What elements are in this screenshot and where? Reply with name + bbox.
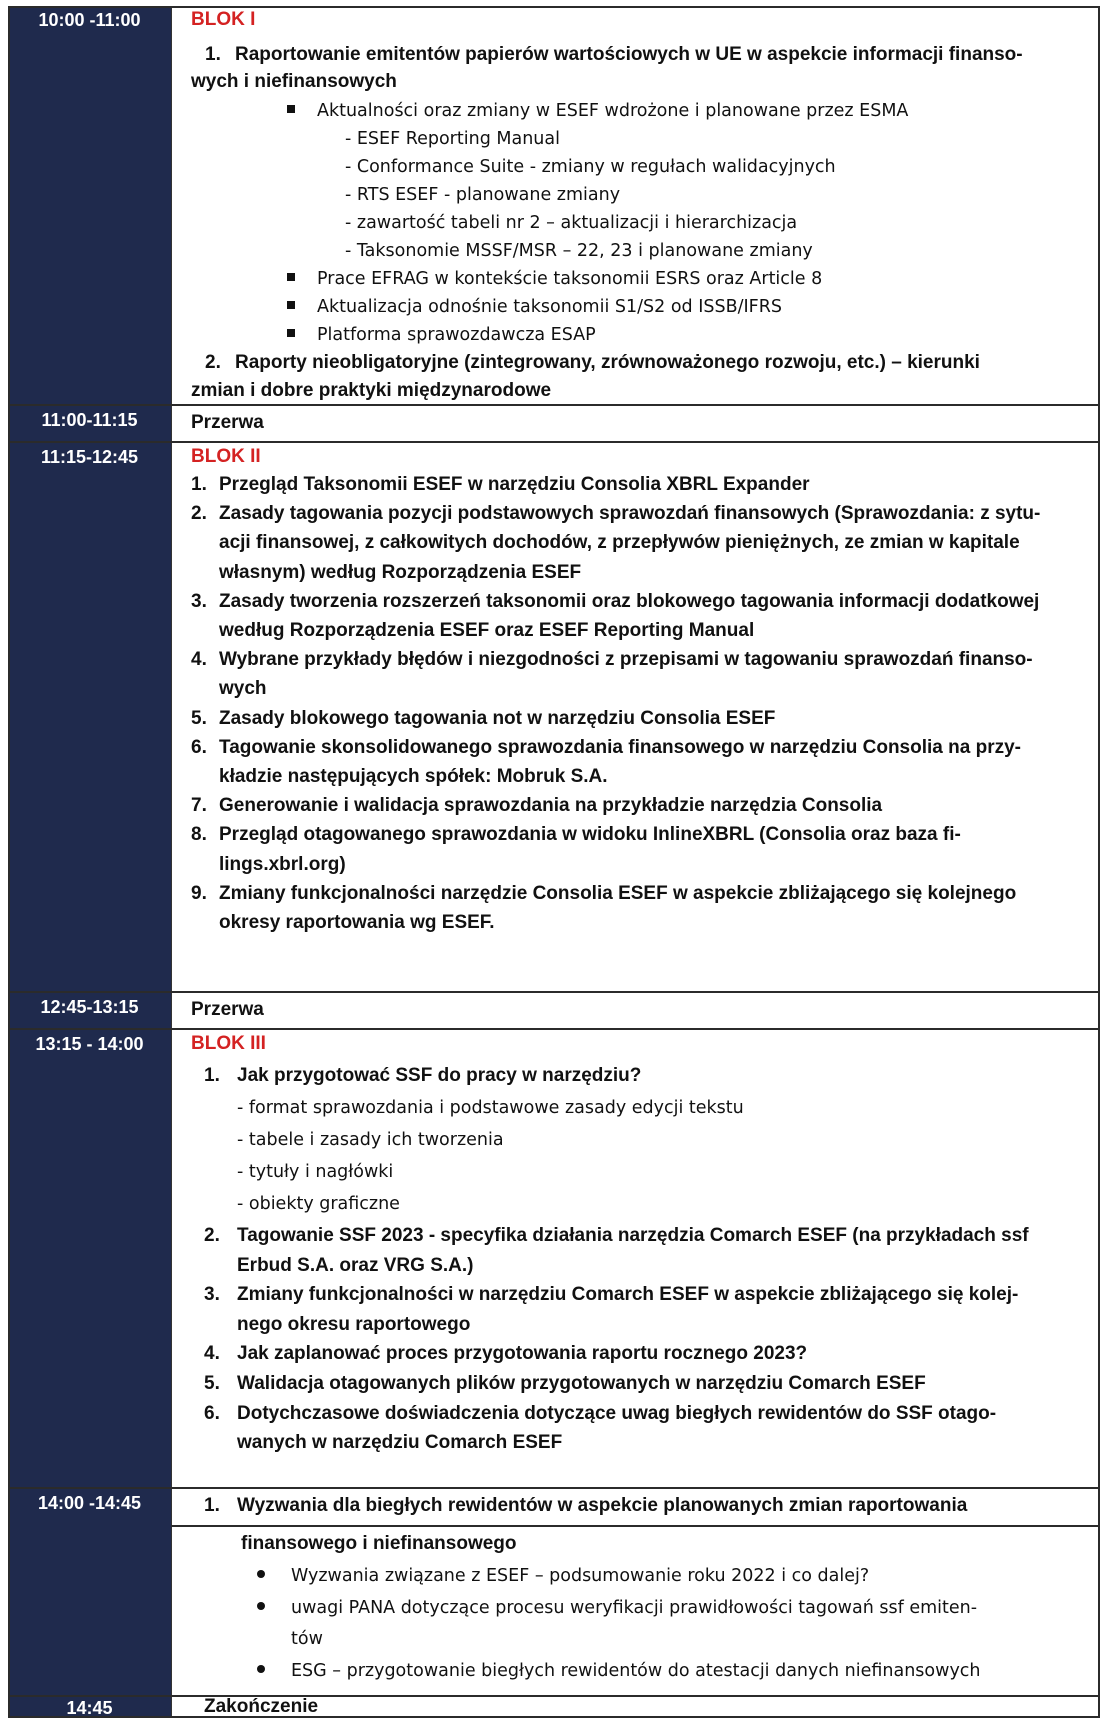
item-text <box>191 529 1020 557</box>
time-cell: 10:00 -11:00 <box>8 6 171 404</box>
sub-item: - RTS ESEF - planowane zmiany <box>345 185 621 205</box>
block-title: BLOK I <box>191 9 256 30</box>
time-cell: 11:00-11:15 <box>8 406 171 441</box>
round-bullet-icon <box>257 1602 265 1610</box>
sub-item: - tabele i zasady ich tworzenia <box>237 1130 504 1150</box>
item-number: 2. <box>204 1225 220 1246</box>
agenda-item <box>204 1222 1029 1250</box>
item-number: 3. <box>191 590 207 612</box>
item-text <box>204 1252 473 1280</box>
square-bullet-icon <box>287 329 295 337</box>
item-text: zmian i dobre praktyki międzynarodowe <box>191 380 552 401</box>
item-text: Tagowanie skonsolidowanego sprawozdania finansowego w narzędziu Consolia na przy- <box>219 736 1021 758</box>
item-text: Raportowanie emitentów papierów wartościowych w UE w aspekcie informacji finanso- <box>235 44 1023 65</box>
block-title: BLOK II <box>191 446 261 467</box>
agenda-item <box>204 1340 807 1368</box>
sub-item: - tytuły i nagłówki <box>237 1162 394 1182</box>
item-text: Jak przygotować SSF do pracy w narzędziu? <box>237 1065 642 1086</box>
sub-item: - ESEF Reporting Manual <box>345 129 560 149</box>
item-text: Walidacja otagowanych plików przygotowanych w narzędziu Comarch ESEF <box>237 1373 926 1394</box>
agenda-item <box>191 821 961 849</box>
item-number: 4. <box>204 1343 220 1365</box>
agenda-item <box>191 880 1016 908</box>
item-text: Zmiany funkcjonalności w narzędziu Comarch ESEF w aspekcie zbliżającego się kolej- <box>237 1284 1019 1306</box>
break-cell <box>171 406 1100 441</box>
agenda-item <box>191 792 882 820</box>
agenda-item <box>204 1062 641 1090</box>
bullet-item <box>257 1594 977 1622</box>
item-number: 5. <box>204 1373 220 1394</box>
item-text: wych i niefinansowych <box>191 71 397 92</box>
break-label: Przerwa <box>191 412 264 433</box>
item-text: wych <box>219 678 267 700</box>
item-number: 1. <box>204 1065 220 1086</box>
time-cell: 14:45 <box>8 1697 171 1718</box>
item-text <box>204 1311 470 1339</box>
bullet-text: ESG – przygotowanie biegłych rewidentów do atestacji danych niefinansowych <box>291 1661 981 1681</box>
agenda-item <box>204 1370 926 1398</box>
item-text: Tagowanie SSF 2023 - specyfika działania narzędzia Comarch ESEF (na przykładach ssf <box>237 1225 1029 1246</box>
item-text: według Rozporządzenia ESEF oraz ESEF Reporting Manual <box>219 620 755 641</box>
item-text: Przegląd otagowanego sprawozdania w widoku InlineXBRL (Consolia oraz baza fi- <box>219 824 961 846</box>
sub-item: - Conformance Suite - zmiany w regułach walidacyjnych <box>345 157 836 177</box>
square-bullet-icon <box>287 273 295 281</box>
bullet-item <box>287 97 908 125</box>
item-text: własnym) według Rozporządzenia ESEF <box>219 561 582 583</box>
item-number: 5. <box>191 707 207 729</box>
item-text <box>191 617 754 645</box>
item-text: Zasady tagowania pozycji podstawowych sprawozdań finansowych (Sprawozdania: z sytu- <box>219 503 1041 525</box>
item-number: 9. <box>191 882 207 904</box>
item-text <box>204 1429 562 1457</box>
bullet-item <box>287 265 822 293</box>
round-bullet-icon <box>257 1570 265 1578</box>
bullet-text: Aktualizacja odnośnie taksonomii S1/S2 od ISSB/IFRS <box>317 297 782 317</box>
bullet-item <box>287 321 596 349</box>
end-label: Zakończenie <box>204 1696 319 1717</box>
bullet-item <box>287 293 782 321</box>
item-text <box>191 675 267 703</box>
item-text: kładzie następujących spółek: Mobruk S.A. <box>219 766 608 787</box>
agenda-item <box>191 588 1039 616</box>
agenda-item <box>204 1281 1018 1309</box>
item-text: Przegląd Taksonomii ESEF w narzędziu Consolia XBRL Expander <box>219 474 810 495</box>
item-number: 3. <box>204 1284 220 1306</box>
item-text: Generowanie i walidacja sprawozdania na przykładzie narzędzia Consolia <box>219 795 883 817</box>
item-text: wanych w narzędziu Comarch ESEF <box>237 1432 563 1454</box>
block-4-cell-top <box>171 1489 1100 1525</box>
item-text: Dotychczasowe doświadczenia dotyczące uwag biegłych rewidentów do SSF otago- <box>237 1402 997 1424</box>
item-number: 1. <box>191 474 207 495</box>
break-label: Przerwa <box>191 999 264 1020</box>
agenda-item <box>191 705 775 733</box>
item-number: 4. <box>191 649 207 671</box>
item-text: acji finansowej, z całkowitych dochodów, z przepływów pieniężnych, ze zmian w kapitale <box>219 532 1020 554</box>
agenda-item <box>191 500 1040 528</box>
item-text: Zmiany funkcjonalności narzędzie Consolia ESEF w aspekcie zbliżającego się kolejnego <box>219 882 1017 904</box>
item-text: okresy raportowania wg ESEF. <box>219 912 495 933</box>
item-number: 6. <box>204 1402 220 1424</box>
block-4-cell <box>171 1527 1100 1695</box>
block-1-cell <box>171 6 1100 404</box>
bullet-text: Aktualności oraz zmiany w ESEF wdrożone i planowane przez ESMA <box>317 101 909 121</box>
bullet-text: Prace EFRAG w kontekście taksonomii ESRS oraz Article 8 <box>317 269 823 289</box>
block-2-cell <box>171 443 1100 991</box>
agenda-item <box>191 471 810 499</box>
agenda-item <box>205 41 1023 69</box>
time-cell: 11:15-12:45 <box>8 443 171 991</box>
item-text <box>191 763 608 791</box>
item-text: Zasady blokowego tagowania not w narzędziu Consolia ESEF <box>219 707 776 729</box>
agenda-item <box>205 349 980 377</box>
item-text: lings.xbrl.org) <box>219 853 346 875</box>
agenda-item <box>191 646 1033 674</box>
agenda-item <box>204 1400 996 1428</box>
item-number: 1. <box>204 1495 220 1516</box>
break-cell <box>171 993 1100 1028</box>
item-text: Erbud S.A. oraz VRG S.A.) <box>237 1254 474 1276</box>
sub-item: - obiekty graficzne <box>237 1194 400 1214</box>
item-number: 2. <box>191 503 207 525</box>
block-title: BLOK III <box>191 1033 266 1054</box>
item-text: finansowego i niefinansowego <box>241 1533 517 1554</box>
end-cell <box>171 1697 1100 1718</box>
item-text <box>191 559 581 587</box>
sub-item: - Taksonomie MSSF/MSR – 22, 23 i planowane zmiany <box>345 241 813 261</box>
item-number: 7. <box>191 795 207 817</box>
agenda-item <box>191 734 1021 762</box>
item-number: 8. <box>191 824 207 846</box>
bullet-text: Platforma sprawozdawcza ESAP <box>317 325 596 345</box>
bullet-item <box>257 1562 869 1590</box>
item-text: Wybrane przykłady błędów i niezgodności z przepisami w tagowaniu sprawozdań finanso- <box>219 649 1033 671</box>
item-text: Jak zaplanować proces przygotowania raportu rocznego 2023? <box>237 1343 808 1365</box>
square-bullet-icon <box>287 301 295 309</box>
round-bullet-icon <box>257 1665 265 1673</box>
bullet-item <box>257 1657 981 1685</box>
square-bullet-icon <box>287 105 295 113</box>
item-number: 6. <box>191 736 207 758</box>
item-text: nego okresu raportowego <box>237 1313 471 1335</box>
agenda-item <box>204 1492 967 1520</box>
item-number: 1. <box>205 44 221 65</box>
item-number: 2. <box>205 352 221 373</box>
sub-item: - zawartość tabeli nr 2 – aktualizacji i hierarchizacja <box>345 213 798 233</box>
time-cell: 12:45-13:15 <box>8 993 171 1028</box>
item-text: Raporty nieobligatoryjne (zintegrowany, zrównoważonego rozwoju, etc.) – kierunki <box>235 352 980 373</box>
item-text <box>191 851 346 879</box>
bullet-text: uwagi PANA dotyczące procesu weryfikacji prawidłowości tagowań ssf emiten- <box>291 1598 978 1618</box>
bullet-text: Wyzwania związane z ESEF – podsumowanie roku 2022 i co dalej? <box>291 1566 870 1586</box>
bullet-text: tów <box>291 1629 323 1649</box>
block-3-cell <box>171 1030 1100 1487</box>
item-text: Wyzwania dla biegłych rewidentów w aspekcie planowanych zmian raportowania <box>237 1495 968 1516</box>
item-text <box>191 909 495 937</box>
time-cell: 13:15 - 14:00 <box>8 1030 171 1487</box>
time-cell: 14:00 -14:45 <box>8 1489 171 1695</box>
sub-item: - format sprawozdania i podstawowe zasady edycji tekstu <box>237 1098 744 1118</box>
item-text: Zasady tworzenia rozszerzeń taksonomii oraz blokowego tagowania informacji dodatkowej <box>219 590 1040 612</box>
